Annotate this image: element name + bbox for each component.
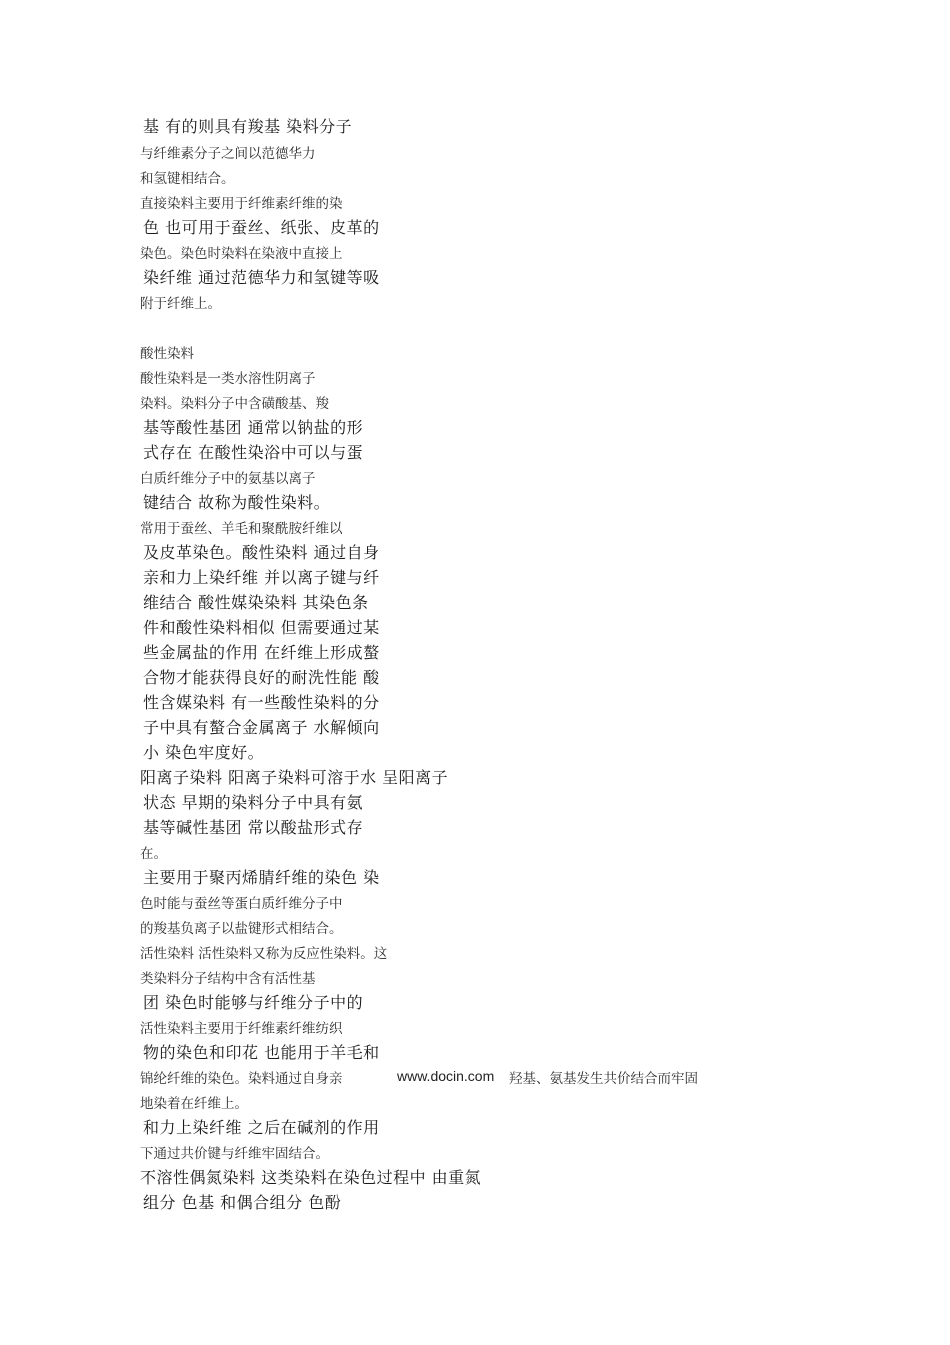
text-line: 主要用于聚丙烯腈纤维的染色 染 <box>143 868 380 887</box>
text-line: 色 也可用于蚕丝、纸张、皮革的 <box>143 218 380 237</box>
section-heading: 酸性染料 <box>140 346 194 362</box>
text-line: 下通过共价键与纤维牢固结合。 <box>140 1146 329 1162</box>
text-line: 染色。染色时染料在染液中直接上 <box>140 246 343 262</box>
text-line: 直接染料主要用于纤维素纤维的染 <box>140 196 343 212</box>
text-line: 色时能与蚕丝等蛋白质纤维分子中 <box>140 896 343 912</box>
text-line: 亲和力上染纤维 并以离子键与纤 <box>143 568 380 587</box>
text-line: 和氢键相结合。 <box>140 171 235 187</box>
text-line: 组分 色基 和偶合组分 色酚 <box>143 1193 342 1212</box>
text-line: 活性染料主要用于纤维素纤维纺织 <box>140 1021 343 1037</box>
text-line: 活性染料 活性染料又称为反应性染料。这 <box>140 946 388 962</box>
text-line: 基等酸性基团 通常以钠盐的形 <box>143 418 364 437</box>
text-line: 基等碱性基团 常以酸盐形式存 <box>143 818 364 837</box>
text-line: 键结合 故称为酸性染料。 <box>143 493 331 512</box>
text-line: 基 有的则具有羧基 染料分子 <box>143 117 353 136</box>
text-line: 物的染色和印花 也能用于羊毛和 <box>143 1043 380 1062</box>
text-line: 锦纶纤维的染色。染料通过自身亲 <box>140 1071 343 1087</box>
text-line: 在。 <box>140 846 167 862</box>
text-line: 式存在 在酸性染浴中可以与蛋 <box>143 443 364 462</box>
text-line: 件和酸性染料相似 但需要通过某 <box>143 618 380 637</box>
text-line: 维结合 酸性媒染染料 其染色条 <box>143 593 369 612</box>
text-line: 合物才能获得良好的耐洗性能 酸 <box>143 668 380 687</box>
text-line: 类染料分子结构中含有活性基 <box>140 971 316 987</box>
text-line: 酸性染料是一类水溶性阴离子 <box>140 371 316 387</box>
text-line: 性含媒染料 有一些酸性染料的分 <box>143 693 380 712</box>
text-line: 附于纤维上。 <box>140 296 221 312</box>
docin-watermark: www.docin.com <box>397 1068 495 1084</box>
text-line: 常用于蚕丝、羊毛和聚酰胺纤维以 <box>140 521 343 537</box>
text-line: 与纤维素分子之间以范德华力 <box>140 146 316 162</box>
text-line: 不溶性偶氮染料 这类染料在染色过程中 由重氮 <box>140 1168 482 1187</box>
text-line: 状态 早期的染料分子中具有氨 <box>143 793 364 812</box>
text-line: 的羧基负离子以盐键形式相结合。 <box>140 921 343 937</box>
text-line: 些金属盐的作用 在纤维上形成螯 <box>143 643 380 662</box>
text-line: 白质纤维分子中的氨基以离子 <box>140 471 316 487</box>
text-line: 小 染色牢度好。 <box>143 743 265 762</box>
text-line: 羟基、氨基发生共价结合而牢固 <box>509 1071 698 1087</box>
text-line: 子中具有螯合金属离子 水解倾向 <box>143 718 380 737</box>
text-line: 阳离子染料 阳离子染料可溶于水 呈阳离子 <box>140 768 449 787</box>
text-line: 染纤维 通过范德华力和氢键等吸 <box>143 268 380 287</box>
text-line: 染料。染料分子中含磺酸基、羧 <box>140 396 329 412</box>
text-line: 地染着在纤维上。 <box>140 1096 248 1112</box>
text-line: 和力上染纤维 之后在碱剂的作用 <box>143 1118 380 1137</box>
text-line: 团 染色时能够与纤维分子中的 <box>143 993 364 1012</box>
text-line: 及皮革染色。酸性染料 通过自身 <box>143 543 380 562</box>
